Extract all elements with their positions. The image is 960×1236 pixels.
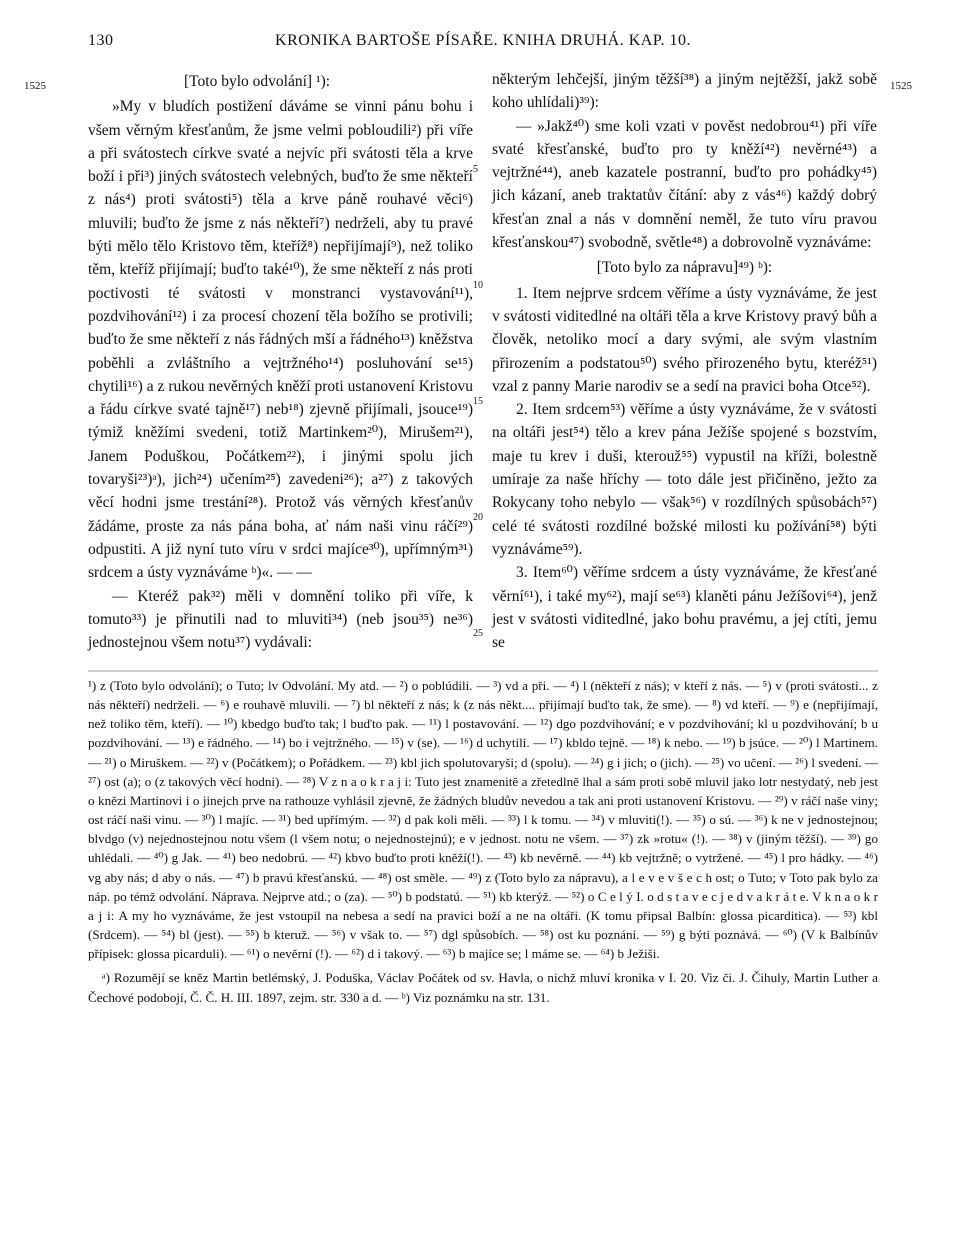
running-title: KRONIKA BARTOŠE PÍSAŘE. KNIHA DRUHÁ. KAP. 10. (275, 32, 691, 49)
page-number: 130 (88, 32, 114, 49)
confession-item: 2. Item srdcem⁵³) věříme a ústy vyznáváme, že v svátosti na oltáři jest⁵⁴) tělo a krev pána Ježíše spojené s bozstvím, maje tu krev i duši, kterouž⁵⁵) vypustil na kříži, bolestně umíraje za naše hříchy — toto dále jest přičiněno, ježto za Rokycany toho nebylo — však⁵⁶) v rozdílných spůsobách⁵⁷) celé té svátosti rozdílné božské milosti ku požívání⁵⁸) býti vyznáváme⁵⁹). (492, 401, 877, 558)
line-number: 10 (473, 280, 483, 291)
confession-item: 1. Item nejprve srdcem věříme a ústy vyznáváme, že jest v svátosti viditedlné na oltáři těla a krve Kristovy pravý bůh a člověk, netoliko mocí a dary svými, ale svým vlastním přirozením a podstatou⁵⁰) svého přirozeného bytu, kteréž⁵¹) vzal z panny Marie narodiv se a sedí na pravici boha Otce⁵²). (492, 284, 877, 395)
left-column (88, 68, 473, 654)
line-number: 20 (473, 512, 483, 523)
confession-item: 3. Item⁶⁰) věříme srdcem a ústy vyznáváme, že křesťané věrní⁶¹), i také my⁶²), mají se⁶³) klaněti pánu Ježíšovi⁶⁴), jenž jest v svátosti viditedlné, jako bohu pravému, a jej ctíti, jemu se (492, 564, 877, 652)
right-paragraph-confession: — »Jakž⁴⁰) sme koli vzati v pověst nedobrou⁴¹) při víře svaté křesťanské, buďto pro ty kněží⁴²) nevěrné⁴³) a vejtržné⁴⁴), aneb kazatele postranní, buďto pro pohádky⁴⁵) jich kázaní, aneb traktatův čítání: aby z vás⁴⁶) každý dobrý křesťan znal a nás v domnění neměl, že tuto víru pravou křesťanskou⁴⁷) svobodně, světle⁴⁸) a dobrovolně vyznáváme: (492, 117, 877, 252)
margin-year-right: 1525 (890, 80, 912, 92)
line-number: 25 (473, 628, 483, 639)
critical-apparatus: ¹) z (Toto bylo odvolání); o Tuto; lv Odvolání. My atd. — ²) o poblúdili. — ³) vd a při. — ⁴) l (někteří z nás); v kteří z nás. — ⁵) v (proti svátosti... z nás někteří) nedrželi. — ⁶) e rouhavě mluvili. — ⁷) bl někteří z nás; k (z nás někt.... přijímají buďto tak, že sme). — ⁸) vd kteří. — ⁹) e (nepřijímají, než toliko těm, kteří). — ¹⁰) kbedgo buďto tak; l buďto pak. — ¹¹) l postavování. — ¹²) dgo pozdvihování; e v pozdvihování; kl u pozdvihování; b u pozdvihování. — ¹³) e řádného. — ¹⁴) bo i vejtržného. — ¹⁵) v (se). — ¹⁶) d uchytili. — ¹⁷) kbldo tejně. — ¹⁸) k nebo. — ¹⁹) b jsúce. — ²⁰) l Martinem. — ²¹) o Miruškem. — ²²) v (Počátkem); o Pořádkem. — ²³) kbl jich spolutovaryši; d (spolu). — ²⁴) g i jich; o (jich). — ²⁵) vo učení. — ²⁶) l svedení. — ²⁷) ost (a); o (z takových věcí hodni). — ²⁸) V z n a o k r a j i: Tuto jest znamenitě a zřetedlně lhal a sám proti sobě mluvil jako lotr nestydatý, neb jest o knězi Martinovi i o jinejch prve na rathouze vyhlásil zjevně, že žádných bludův nevedou a tak ani proti ustanovení Kristovu. — ²⁹) v ráčí naše viny; ost ráčí naši vinu. — ³⁰) l majíc. — ³¹) bed upřímým. — ³²) d pak koli měli. — ³³) l k tomu. — ³⁴) v mluviti(!). — ³⁵) o sú. — ³⁶) k ne v jednostejnou; blvdgo (v) nejednostejnou notu všem (l všem notu; o nejednostejnú); e v jednost. notu ne všem. — ³⁷) zk »rotu« (!). — ³⁸) v (jiným těžší). — ³⁹) go uhlédali. — ⁴⁰) g Jak. — ⁴¹) beo nedobrú. — ⁴²) kbvo buďto proti kněží(!). — ⁴³) kb nevěrně. — ⁴⁴) kb vejtržně; o vytržené. — ⁴⁵) l pro hádky. — ⁴⁶) vg aby nás; d aby o nás. — ⁴⁷) b pravú křesťanskú. — ⁴⁸) ost směle. — ⁴⁹) z (Toto bylo za nápravu), a l e v e v š e c h ost; o Tuto; v Toto pak bylo za náp. po témž odvolání. Náprava. Nejprve atd.; o (za). — ⁵⁰) b podstatú. — ⁵¹) kb kterýž. — ⁵²) o C e l ý I. o d s t a v e c j e d v a k r á t e. V k n a o k r a j i: A my ho vyznáváme, že jest vstoupil na nebesa a sedí na pravici boží a ne na oltáři. (K tomu připsal Balbín: glossa picarditica). — ⁵³) kbl (Srdcem). — ⁵⁴) bl (jest). — ⁵⁵) b kteruž. — ⁵⁶) v však to. — ⁵⁷) dgl spůsobích. — ⁵⁸) ost ku poznání. — ⁵⁹) g býti poznává. — ⁶⁰) (V k Balbínův přípisek: glossa picarduli). — ⁶¹) o nevěrní (!). — ⁶²) d i takový. — ⁶³) b majíce se; l máme se. — ⁶⁴) b Ježiši. (88, 678, 878, 962)
section-heading-odvolani: [Toto bylo odvolání] ¹): (184, 73, 331, 90)
recantation-paragraph: »My v bludích postižení dáváme se vinni pánu bohu i všem věrným křesťanům, že jsme velmi pobloudili²) při víře a při svátostech církve svaté a nejvíc při svátosti těla a krve boží i při³) jiných svátostech velebných, buďto že sme někteří z nás⁴) proti svátosti⁵) těla a krve páně rouhavé věci⁶) mluvili; buďto že jsme z nás někteří⁷) nedrželi, aby tu pravé býti mělo tělo Kristovo těm, kteříž⁸) nepřijímají⁹), než toliko těm, kteříž přijímají; buďto také¹⁰), že sme někteří z nás proti poctivosti té svátosti v monstranci vystavování¹¹), pozdvihování¹²) i za procesí chození těla božího se protivili; buďto že sme někteří z nás řádných mší a řádného¹³) kněžstva poběhli a zvláštního a vejtržného¹⁴) posluhování se¹⁵) chytili¹⁶) a z rukou nevěrných kněží proti ustanovení Kristovu a řádu církve svaté tajně¹⁷) neb¹⁸) zjevně přijímali, jsouce¹⁹) týmiž kněžími svedeni, totiž Martinkem²⁰), Mirušem²¹), Janem Poduškou, Počátkem²²), i jinými spolu jich tovaryši²³)ᵃ), jich²⁴) učením²⁵) zavedeni²⁶); a²⁷) z takových věcí hodni jsme trestání²⁸). Protož vás věrných křesťanův žádáme, proste za nás pána boha, ať nám naši vinu ráčí²⁹) odpustiti. A již nyní tuto víru v srdci majíce³⁰), upřímným³¹) srdcem a ústy vyznáváme ᵇ)«. — — (88, 98, 473, 582)
right-column (492, 68, 877, 654)
footnote-separator (88, 670, 878, 672)
footnotes (88, 676, 878, 1007)
line-number: 15 (473, 396, 483, 407)
right-paragraph-intro: některým lehčejší, jiným těžší³⁸) a jiným nejtěžší, jakž sobě koho uhlídali)³⁹): (492, 71, 877, 112)
section-heading-naprava: [Toto bylo za nápravu]⁴⁹) ᵇ): (596, 259, 773, 277)
line-number: 5 (473, 164, 478, 175)
running-header (88, 32, 878, 56)
historical-note: ᵃ) Rozumějí se kněz Martin betlémský, J. Poduška, Václav Počátek od sv. Havla, o nichž mluví kronika v I. 20. Viz či. J. Čihuly, Martin Luther a Čechové podobojí, Č. Č. H. III. 1897, zejm. str. 330 a d. — ᵇ) Viz poznámku na str. 131. (88, 970, 878, 1005)
margin-year-left: 1525 (24, 80, 46, 92)
continuation-paragraph: — Kteréž pak³²) měli v domnění toliko při víře, k tomuto³³) je přinutili nad to mluviti³⁴) (neb jsou³⁵) ne³⁶) jednostejnou všem notu³⁷) vydávali: (88, 587, 473, 652)
